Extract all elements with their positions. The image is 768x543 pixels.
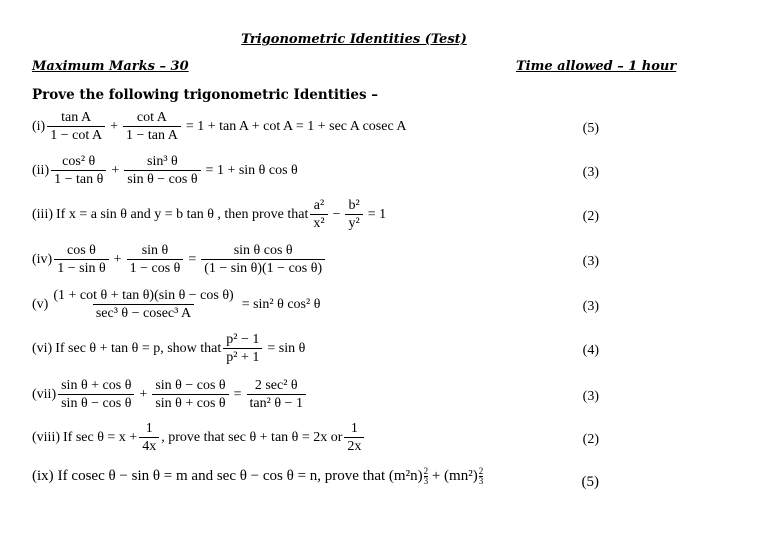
question-2: [32, 154, 301, 187]
denominator: 1 − sin θ: [54, 259, 108, 276]
numerator: sin³ θ: [147, 154, 178, 169]
fraction: [152, 378, 228, 411]
question-text: If sec θ + tan θ = p, show that: [55, 340, 222, 356]
operator: −: [332, 206, 341, 222]
right-hand-side: = 1: [367, 206, 387, 222]
question-label: (vii): [32, 386, 57, 402]
operator: +: [110, 118, 118, 134]
denominator: 1 − cot A: [47, 126, 105, 143]
numerator: sin θ + cos θ: [61, 378, 132, 393]
denominator: y²: [345, 214, 362, 231]
question-5: [32, 288, 323, 321]
question-label: (ii): [32, 162, 50, 178]
numerator: sin θ cos θ: [233, 243, 293, 258]
question-9: [32, 467, 483, 486]
fraction: [344, 421, 364, 454]
numerator: 2 sec² θ: [254, 378, 298, 393]
numerator: b²: [348, 198, 360, 213]
question-label: (vi): [32, 340, 53, 356]
denominator: p² + 1: [223, 348, 262, 365]
numerator: p² − 1: [226, 332, 260, 347]
maximum-marks: Maximum Marks – 30: [32, 59, 189, 74]
denominator: 3: [478, 476, 484, 486]
equals-sign: =: [233, 386, 242, 402]
numerator: a²: [313, 198, 325, 213]
numerator: cot A: [136, 110, 167, 125]
operator: +: [113, 251, 122, 267]
fraction: [50, 288, 236, 321]
fraction: [54, 243, 108, 276]
right-hand-side: = 1 + tan A + cot A = 1 + sec A cosec A: [185, 118, 407, 134]
exponent-fraction: [479, 467, 484, 486]
denominator: tan² θ − 1: [247, 394, 306, 411]
question-9-marks: (5): [581, 474, 599, 490]
question-1-marks: (5): [582, 121, 599, 136]
denominator: sin θ − cos θ: [124, 170, 200, 187]
right-hand-side: = 1 + sin θ cos θ: [205, 162, 298, 178]
numerator: 2: [423, 466, 429, 476]
denominator: 1 − tan θ: [51, 170, 106, 187]
fraction: [47, 110, 105, 143]
numerator: cos² θ: [62, 154, 96, 169]
question-label: (ix): [32, 468, 54, 484]
fraction: [247, 378, 306, 411]
numerator: 1: [350, 421, 358, 436]
numerator: (1 + cot θ + tan θ)(sin θ − cos θ): [53, 288, 234, 303]
fraction: [124, 154, 200, 187]
question-text: + (mn²): [428, 468, 478, 484]
fraction: [201, 243, 325, 276]
fraction: [51, 154, 106, 187]
question-3-marks: (2): [582, 209, 599, 224]
question-label: (iii): [32, 206, 53, 222]
question-label: (v): [32, 296, 49, 312]
fraction: [345, 198, 362, 231]
fraction: [310, 198, 327, 231]
question-8: [32, 421, 366, 454]
question-4: [32, 243, 327, 276]
right-hand-side: = sin θ: [267, 340, 306, 356]
denominator: x²: [310, 214, 327, 231]
fraction: [223, 332, 262, 365]
right-hand-side: = sin² θ cos² θ: [241, 296, 321, 312]
question-2-marks: (3): [582, 165, 599, 180]
fraction: [127, 243, 184, 276]
denominator: 4x: [139, 437, 159, 454]
operator: +: [139, 386, 148, 402]
fraction: [139, 421, 159, 454]
denominator: 1 − cos θ: [127, 259, 184, 276]
time-allowed: Time allowed – 1 hour: [516, 59, 677, 74]
fraction: [123, 110, 181, 143]
question-5-marks: (3): [582, 299, 599, 314]
instruction: Prove the following trigonometric Identities –: [32, 87, 379, 103]
numerator: sin θ: [141, 243, 169, 258]
question-label: (i): [32, 118, 46, 134]
question-3: [32, 198, 389, 231]
question-text: If sec θ = x +: [63, 429, 138, 445]
question-8-marks: (2): [582, 432, 599, 447]
question-4-marks: (3): [582, 254, 599, 269]
question-7: [32, 378, 308, 411]
denominator: sin θ + cos θ: [152, 394, 228, 411]
question-6-marks: (4): [582, 343, 599, 358]
operator: +: [111, 162, 120, 178]
numerator: 1: [145, 421, 153, 436]
numerator: cos θ: [67, 243, 96, 258]
fraction: [58, 378, 134, 411]
numerator: tan A: [61, 110, 92, 125]
question-text: , prove that sec θ + tan θ = 2x or: [161, 429, 343, 445]
denominator: sec³ θ − cosec³ A: [93, 304, 194, 321]
equals-sign: =: [188, 251, 197, 267]
page-title: Trigonometric Identities (Test): [241, 32, 467, 47]
numerator: 2: [478, 466, 484, 476]
question-text: If cosec θ − sin θ = m and sec θ − cos θ = n, prove that (m²n): [57, 468, 423, 484]
denominator: 2x: [344, 437, 364, 454]
numerator: sin θ − cos θ: [155, 378, 226, 393]
question-label: (viii): [32, 429, 60, 445]
denominator: sin θ − cos θ: [58, 394, 134, 411]
question-label: (iv): [32, 251, 53, 267]
question-7-marks: (3): [582, 389, 599, 404]
question-6: [32, 332, 308, 365]
denominator: 3: [423, 476, 429, 486]
question-text: If x = a sin θ and y = b tan θ , then prove that: [56, 206, 309, 222]
question-1: [32, 110, 410, 143]
denominator: (1 − sin θ)(1 − cos θ): [201, 259, 325, 276]
denominator: 1 − tan A: [123, 126, 181, 143]
